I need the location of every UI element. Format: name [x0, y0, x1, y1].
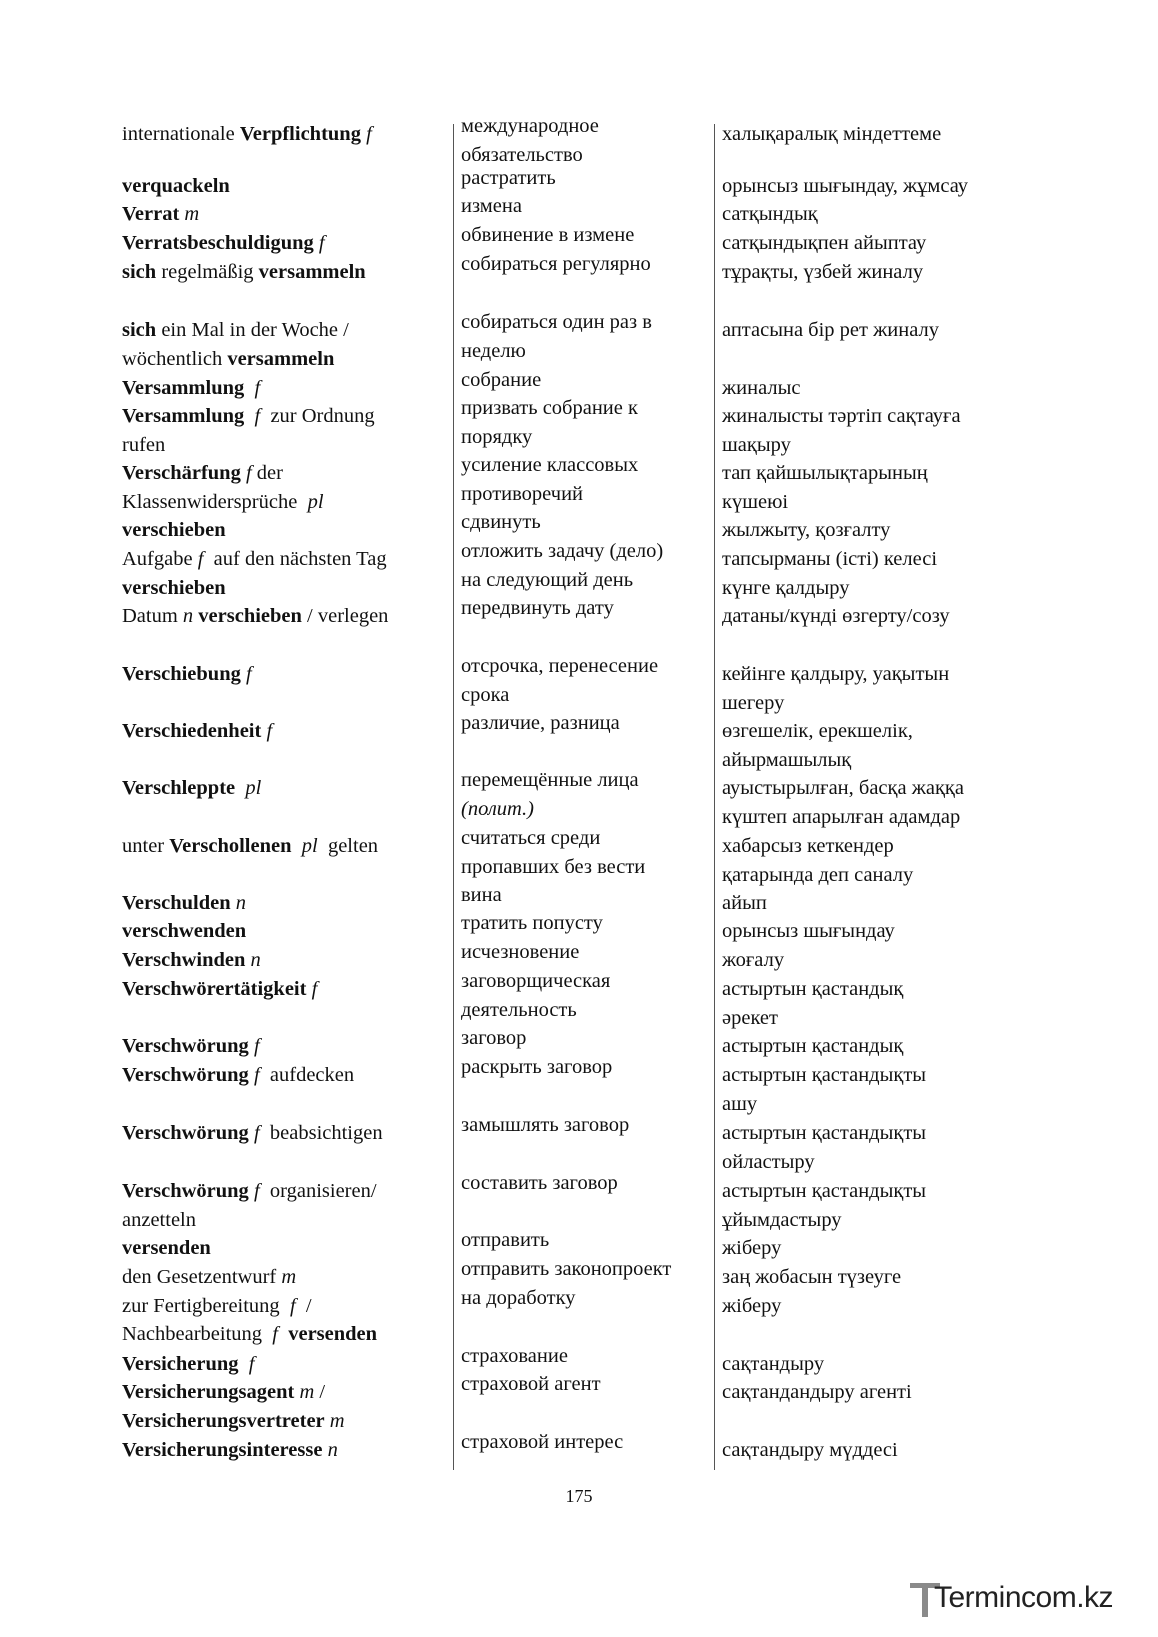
russian-line: обвинение в измене: [461, 224, 635, 246]
kazakh-translation: [722, 1234, 1022, 1263]
german-term: [122, 1378, 442, 1435]
german-term-part: [235, 777, 245, 799]
german-term-part: f: [245, 663, 252, 685]
german-term-part: beabsichtigen: [259, 1122, 383, 1144]
kazakh-line: тап қайшылықтарының: [722, 462, 928, 484]
kazakh-line: өзгешелік, ерекшелік,: [722, 720, 913, 742]
russian-line: отсрочка, перенесение: [461, 655, 659, 677]
kazakh-translation: [722, 917, 1022, 946]
russian-line: замышлять заговор: [461, 1114, 630, 1136]
russian-line: порядку: [461, 425, 533, 448]
kazakh-line: астыртын қастандық: [722, 1035, 904, 1057]
russian-translation: [461, 164, 711, 193]
german-term-part: Verschärfung: [122, 462, 241, 484]
german-term-part: internationale: [122, 123, 240, 145]
german-term-part: f: [253, 1180, 260, 1202]
russian-translation: [461, 709, 711, 738]
kazakh-line: жылжыту, қозғалту: [722, 519, 891, 541]
kazakh-line: айырмашылық: [722, 748, 852, 771]
logo-text: Termincom.kz: [934, 1581, 1114, 1614]
german-term-part: der: [251, 462, 283, 484]
german-term-part: den Gesetzentwurf: [122, 1266, 282, 1288]
german-term-part: anzetteln: [122, 1208, 196, 1231]
german-term-part: sich: [122, 261, 157, 283]
german-term-part: [278, 1323, 288, 1345]
german-term-part: /: [295, 1294, 312, 1317]
german-term-part: f: [253, 1035, 260, 1057]
german-term-part: Versammlung: [122, 377, 245, 399]
german-term-part: Versicherung: [122, 1353, 239, 1375]
kazakh-line: датаны/күнді өзгерту/созу: [722, 605, 950, 627]
russian-line: сдвинуть: [461, 511, 541, 533]
german-term-part: Klassenwidersprüche: [122, 490, 308, 513]
russian-translation: [461, 824, 711, 881]
russian-line: заговор: [461, 1027, 527, 1049]
kazakh-line: шақыру: [722, 433, 791, 456]
russian-translation: [461, 1111, 711, 1140]
german-term: [122, 120, 442, 149]
kazakh-line: орынсыз шығындау: [722, 920, 895, 942]
german-term-part: m: [184, 203, 200, 225]
german-term-part: versammeln: [227, 347, 335, 370]
kazakh-translation: [722, 120, 1022, 149]
german-term-part: Verschwörung: [122, 1122, 249, 1144]
kazakh-line: сақтандыру мүддесі: [722, 1439, 898, 1461]
russian-translation: [461, 1342, 711, 1371]
kazakh-translation: [722, 1032, 1022, 1061]
german-term: [122, 1177, 442, 1234]
german-term-part: m: [329, 1409, 345, 1432]
kazakh-line: астыртын қастандық: [722, 978, 904, 1000]
kazakh-translation: [722, 316, 1022, 345]
kazakh-translation: [722, 660, 1022, 717]
kazakh-line: жоғалу: [722, 949, 785, 971]
german-term-part: Verschwörung: [122, 1035, 249, 1057]
kazakh-line: сақтандандыру агенті: [722, 1381, 912, 1403]
german-term: [122, 660, 442, 689]
russian-translation: [461, 112, 711, 169]
kazakh-line: сатқындықпен айыптау: [722, 232, 927, 254]
german-term-part: gelten: [317, 835, 379, 857]
russian-line: вина: [461, 884, 502, 906]
russian-translation: [461, 508, 711, 537]
german-term: [122, 889, 442, 918]
russian-line: страховой агент: [461, 1373, 601, 1395]
russian-translation: [461, 1169, 711, 1198]
german-term-part: Datum: [122, 605, 183, 627]
russian-line: отправить: [461, 1229, 550, 1251]
kazakh-line: аптасына бір рет жиналу: [722, 319, 939, 341]
kazakh-translation: [722, 1436, 1022, 1465]
german-term-part: pl: [301, 835, 318, 857]
kazakh-line: жіберу: [722, 1294, 782, 1317]
german-term-part: [239, 1353, 249, 1375]
german-term-part: Nachbearbeitung: [122, 1323, 273, 1345]
russian-line: тратить попусту: [461, 912, 603, 934]
kazakh-translation: [722, 975, 1022, 1032]
german-term-part: verquackeln: [122, 175, 230, 197]
russian-translation: [461, 1226, 711, 1255]
german-term: [122, 917, 442, 946]
german-term-part: f: [266, 720, 273, 742]
kazakh-line: қатарында деп саналу: [722, 863, 914, 886]
german-term: [122, 258, 442, 287]
german-term-part: Versicherungsinteresse: [122, 1439, 323, 1461]
kazakh-line: жиналысты тәртіп сақтауға: [722, 405, 961, 427]
german-term-part: f: [272, 1323, 278, 1345]
german-term-part: f: [254, 377, 261, 399]
kazakh-line: кейінге қалдыру, уақытын: [722, 663, 950, 685]
russian-translation: [461, 537, 711, 594]
kazakh-translation: [722, 946, 1022, 975]
russian-translation: [461, 394, 711, 451]
termincom-logo: [908, 1575, 1138, 1625]
german-term: [122, 1061, 442, 1090]
german-term: [122, 1119, 442, 1148]
german-term-part: [244, 377, 254, 399]
russian-line: призвать собрание к: [461, 397, 638, 419]
german-term: [122, 717, 442, 746]
russian-translation: [461, 967, 711, 1024]
german-term-part: Versicherungsagent: [122, 1381, 295, 1403]
kazakh-line: астыртын қастандықты: [722, 1064, 927, 1086]
german-term: [122, 1032, 442, 1061]
german-term-part: zur Fertigbereitung: [122, 1294, 290, 1317]
kazakh-line: тұрақты, үзбей жиналу: [722, 261, 924, 283]
german-term-part: auf den nächsten Tag: [203, 548, 387, 570]
german-term-part: Verschollenen: [169, 835, 292, 857]
kazakh-line: шегеру: [722, 691, 785, 714]
german-term-part: [292, 835, 302, 857]
kazakh-translation: [722, 1350, 1022, 1379]
german-term-part: verschwenden: [122, 920, 247, 942]
russian-translation: [461, 594, 711, 623]
kazakh-line: ашу: [722, 1092, 758, 1115]
russian-line: передвинуть дату: [461, 597, 614, 619]
kazakh-translation: [722, 889, 1022, 918]
russian-line: усиление классовых: [461, 454, 639, 476]
kazakh-line: жіберу: [722, 1237, 782, 1259]
russian-line: срока: [461, 683, 510, 706]
russian-translation: [461, 766, 711, 823]
german-term-part: Verratsbeschuldigung: [122, 232, 314, 254]
german-term: [122, 374, 442, 403]
russian-translation: [461, 881, 711, 910]
russian-translation: [461, 1053, 711, 1082]
russian-translation: [461, 250, 711, 279]
german-term-part: f: [253, 1064, 260, 1086]
german-term: [122, 516, 442, 545]
german-term: [122, 1436, 442, 1465]
page-number: 175: [565, 1486, 593, 1506]
russian-line: отправить законопроект: [461, 1258, 672, 1280]
german-term-part: sich: [122, 319, 157, 341]
kazakh-translation: [722, 1263, 1022, 1320]
german-term: [122, 172, 442, 201]
russian-line: (полит.): [461, 797, 535, 820]
kazakh-line: ойластыру: [722, 1150, 815, 1173]
german-term-part: m: [299, 1381, 315, 1403]
german-term: [122, 832, 442, 861]
russian-line: международное: [461, 115, 599, 137]
russian-line: страховой интерес: [461, 1431, 624, 1453]
russian-line: пропавших без вести: [461, 855, 646, 878]
kazakh-translation: [722, 459, 1022, 516]
russian-translation: [461, 1428, 711, 1457]
russian-line: исчезновение: [461, 941, 580, 963]
kazakh-line: хабарсыз кеткендер: [722, 835, 894, 857]
german-term-part: f: [245, 462, 252, 484]
german-term-part: unter: [122, 835, 170, 857]
kazakh-translation: [722, 172, 1022, 201]
german-term-part: verschieben: [198, 605, 302, 627]
german-term: [122, 975, 442, 1004]
kazakh-translation: [722, 374, 1022, 403]
german-term: [122, 602, 442, 631]
kazakh-translation: [722, 258, 1022, 287]
german-term-part: wöchentlich: [122, 347, 228, 370]
russian-translation: [461, 652, 711, 709]
kazakh-line: күнге қалдыру: [722, 576, 850, 599]
german-term-part: Verschwinden: [122, 949, 246, 971]
german-term-part: versenden: [122, 1237, 211, 1259]
kazakh-translation: [722, 774, 1022, 831]
kazakh-line: халықаралық міндеттеме: [722, 123, 942, 145]
kazakh-line: айып: [722, 892, 767, 914]
russian-line: собрание: [461, 369, 542, 391]
russian-line: страхование: [461, 1345, 568, 1367]
german-term: [122, 1234, 442, 1263]
russian-line: на следующий день: [461, 568, 634, 591]
german-term-part: Verschiedenheit: [122, 720, 262, 742]
kazakh-line: күшеюі: [722, 490, 789, 513]
german-term-part: aufdecken: [259, 1064, 355, 1086]
german-term-part: Verschwörung: [122, 1180, 249, 1202]
german-term: [122, 200, 442, 229]
german-term-part: organisieren/: [259, 1180, 377, 1202]
russian-line: составить заговор: [461, 1172, 618, 1194]
german-term-part: f: [248, 1353, 255, 1375]
russian-line: собираться один раз в: [461, 311, 652, 333]
german-term-part: f: [366, 123, 372, 145]
russian-line: на доработку: [461, 1286, 576, 1309]
german-term-part: n: [235, 892, 246, 914]
german-term-part: / verlegen: [301, 605, 389, 627]
kazakh-translation: [722, 545, 1022, 602]
russian-translation: [461, 192, 711, 221]
german-term-part: zur Ordnung: [260, 405, 375, 427]
german-term-part: verschieben: [122, 576, 226, 599]
german-term-part: pl: [245, 777, 262, 799]
russian-translation: [461, 1370, 711, 1399]
russian-translation: [461, 938, 711, 967]
russian-translation: [461, 221, 711, 250]
german-term: [122, 1350, 442, 1379]
russian-line: противоречий: [461, 482, 584, 505]
russian-line: неделю: [461, 339, 526, 362]
german-term-part: Aufgabe: [122, 548, 198, 570]
german-term-part: Verrat: [122, 203, 180, 225]
russian-line: обязательство: [461, 143, 583, 166]
kazakh-translation: [722, 602, 1022, 631]
german-term-part: rufen: [122, 433, 166, 456]
kazakh-translation: [722, 402, 1022, 459]
kazakh-line: тапсырманы (істі) келесі: [722, 548, 938, 570]
kazakh-translation: [722, 516, 1022, 545]
german-term-part: f: [289, 1294, 296, 1317]
russian-translation: [461, 1024, 711, 1053]
german-term: [122, 545, 442, 602]
russian-translation: [461, 308, 711, 365]
german-term: [122, 1263, 442, 1349]
kazakh-line: сатқындық: [722, 203, 818, 225]
russian-line: перемещённые лица: [461, 769, 639, 791]
kazakh-line: әрекет: [722, 1006, 778, 1029]
german-term-part: f: [311, 978, 318, 1000]
kazakh-line: орынсыз шығындау, жұмсау: [722, 175, 969, 197]
kazakh-translation: [722, 1177, 1022, 1234]
kazakh-translation: [722, 832, 1022, 889]
german-term-part: [244, 405, 254, 427]
german-term-part: verschieben: [122, 519, 226, 541]
german-term: [122, 774, 442, 803]
german-term-part: Verschleppte: [122, 777, 236, 799]
kazakh-line: астыртын қастандықты: [722, 1122, 927, 1144]
german-term-part: n: [182, 605, 194, 627]
german-term-part: f: [253, 1122, 260, 1144]
german-term-part: n: [250, 949, 261, 971]
german-term-part: m: [281, 1266, 297, 1288]
russian-translation: [461, 1255, 711, 1312]
german-term: [122, 402, 442, 459]
german-term-part: regelmäßig: [156, 261, 259, 283]
kazakh-translation: [722, 1119, 1022, 1176]
german-term-part: Verschulden: [122, 892, 231, 914]
russian-line: измена: [461, 195, 522, 217]
german-term: [122, 946, 442, 975]
german-term: [122, 229, 442, 258]
german-term-part: n: [327, 1439, 338, 1461]
kazakh-translation: [722, 1061, 1022, 1118]
german-term-part: f: [318, 232, 325, 254]
russian-line: растратить: [461, 167, 556, 189]
kazakh-translation: [722, 1378, 1022, 1407]
russian-line: раскрыть заговор: [461, 1056, 613, 1078]
kazakh-translation: [722, 200, 1022, 229]
russian-translation: [461, 909, 711, 938]
german-term: [122, 459, 442, 516]
german-term-part: Verschwörertätigkeit: [122, 978, 307, 1000]
german-term-part: pl: [307, 490, 324, 513]
kazakh-line: ұйымдастыру: [722, 1208, 842, 1231]
russian-translation: [461, 366, 711, 395]
german-term-part: Verpflichtung: [239, 123, 361, 145]
kazakh-line: сақтандыру: [722, 1353, 825, 1375]
russian-line: различие, разница: [461, 712, 620, 734]
german-term-part: f: [197, 548, 204, 570]
german-term-part: versammeln: [258, 261, 366, 283]
russian-line: отложить задачу (дело): [461, 540, 664, 562]
kazakh-translation: [722, 229, 1022, 258]
german-term-part: Verschiebung: [122, 663, 241, 685]
kazakh-line: жиналыс: [722, 377, 801, 399]
german-term-part: /: [314, 1381, 326, 1403]
kazakh-line: заң жобасын түзеуге: [722, 1266, 902, 1288]
german-term-part: f: [254, 405, 261, 427]
russian-line: заговорщическая: [461, 970, 611, 992]
russian-translation: [461, 451, 711, 508]
kazakh-line: астыртын қастандықты: [722, 1180, 927, 1202]
kazakh-line: күштеп апарылған адамдар: [722, 805, 961, 828]
russian-line: собираться регулярно: [461, 253, 651, 275]
german-term: [122, 316, 442, 373]
russian-line: деятельность: [461, 998, 577, 1021]
german-term-part: versenden: [288, 1323, 378, 1345]
kazakh-translation: [722, 717, 1022, 774]
entry-row: [0, 1258, 1158, 1345]
german-term-part: Versicherungsvertreter: [122, 1409, 325, 1432]
kazakh-line: ауыстырылған, басқа жаққа: [722, 777, 964, 799]
german-term-part: Versammlung: [122, 405, 245, 427]
german-term-part: Verschwörung: [122, 1064, 249, 1086]
german-term-part: ein Mal in der Woche /: [156, 319, 349, 341]
russian-line: считаться среди: [461, 827, 601, 849]
